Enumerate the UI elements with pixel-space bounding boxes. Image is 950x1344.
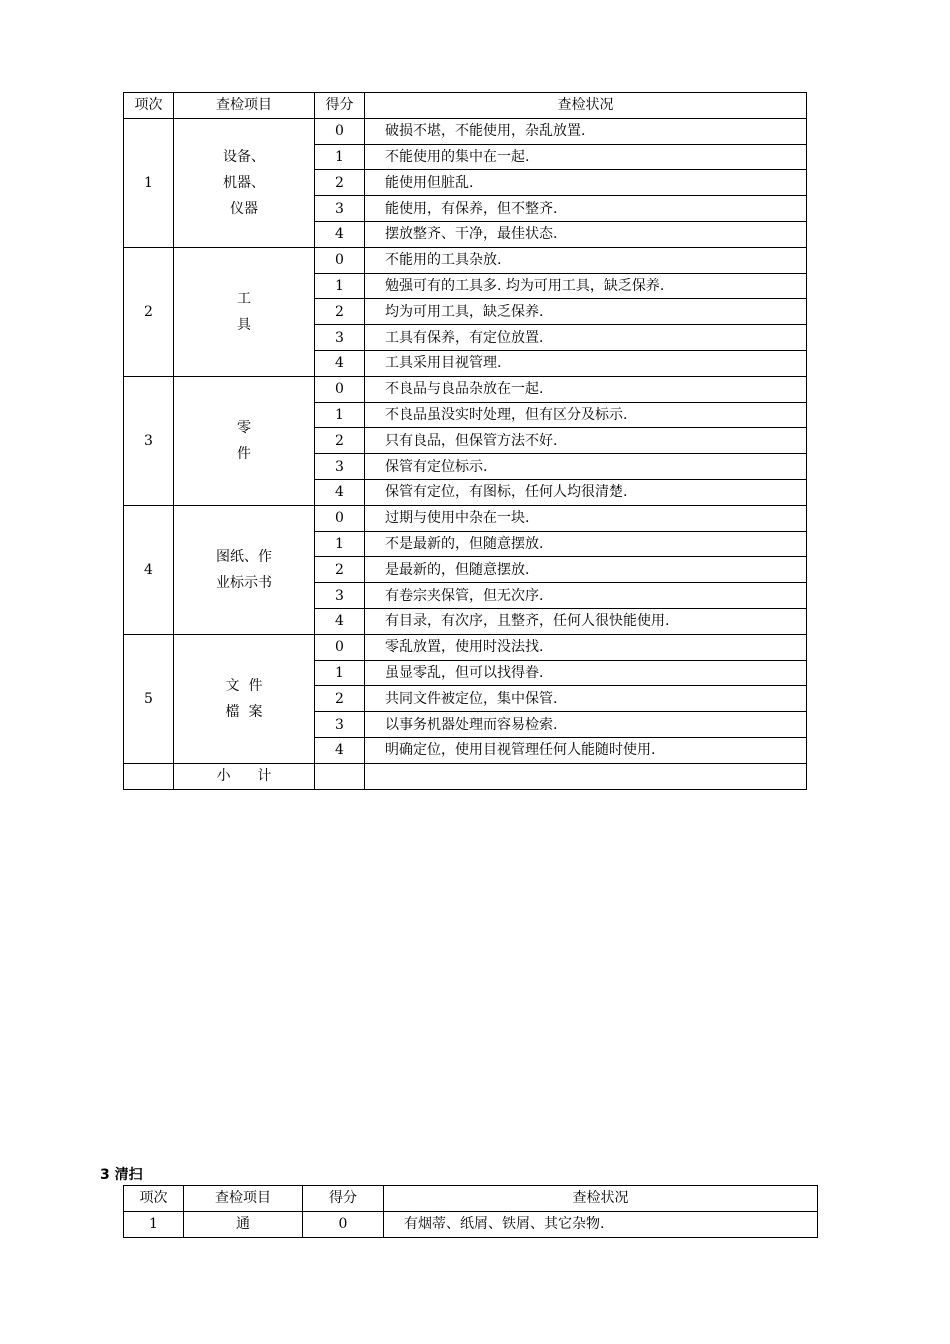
inspection-item: 通 (184, 1211, 303, 1237)
score-cell: 3 (315, 712, 365, 738)
inspection-item-line: 工 (237, 290, 251, 307)
score-cell: 1 (315, 144, 365, 170)
column-header: 得分 (303, 1186, 384, 1212)
status-cell: 能使用，有保养，但不整齐. (365, 196, 807, 222)
column-header: 查检状况 (365, 93, 807, 119)
table-row (124, 634, 807, 660)
status-cell: 能使用但脏乱. (365, 170, 807, 196)
header-row (124, 93, 807, 119)
item-number: 2 (124, 247, 174, 376)
inspection-item-line: 件 (237, 445, 251, 462)
score-cell: 1 (315, 531, 365, 557)
status-cell: 有卷宗夹保管，但无次序. (365, 583, 807, 609)
header-row (124, 1186, 818, 1212)
inspection-item (174, 247, 315, 376)
inspection-item (174, 118, 315, 247)
score-cell: 4 (315, 737, 365, 763)
status-cell: 不是最新的，但随意摆放. (365, 531, 807, 557)
column-header: 项次 (124, 93, 174, 119)
score-cell: 1 (315, 273, 365, 299)
status-cell: 摆放整齐、干净，最佳状态. (365, 221, 807, 247)
column-header: 得分 (315, 93, 365, 119)
inspection-item (174, 505, 315, 634)
inspection-item-line: 设备、 (223, 148, 265, 165)
status-cell: 虽显零乱，但可以找得眷. (365, 660, 807, 686)
item-number: 1 (124, 1211, 184, 1237)
subtotal-status (365, 763, 807, 789)
inspection-item-line: 文 件 (225, 677, 263, 694)
inspection-item-line: 图纸、作 (216, 548, 272, 565)
status-cell: 共同文件被定位，集中保管. (365, 686, 807, 712)
score-cell: 2 (315, 428, 365, 454)
score-cell: 0 (315, 118, 365, 144)
item-number: 5 (124, 634, 174, 763)
status-cell: 零乱放置，使用时没法找. (365, 634, 807, 660)
status-cell: 勉强可有的工具多. 均为可用工具，缺乏保养. (365, 273, 807, 299)
table-row (124, 247, 807, 273)
table-row (124, 505, 807, 531)
item-number: 1 (124, 118, 174, 247)
inspection-item-line: 零 (237, 419, 251, 436)
item-number: 3 (124, 376, 174, 505)
score-cell: 0 (315, 634, 365, 660)
status-cell: 破损不堪，不能使用，杂乱放置. (365, 118, 807, 144)
inspection-table-1 (123, 92, 807, 790)
score-cell: 1 (315, 402, 365, 428)
subtotal-score (315, 763, 365, 789)
score-cell: 4 (315, 608, 365, 634)
status-cell: 有目录，有次序，且整齐，任何人很快能使用. (365, 608, 807, 634)
status-cell: 是最新的，但随意摆放. (365, 557, 807, 583)
status-cell: 明确定位，使用目视管理任何人能随时使用. (365, 737, 807, 763)
status-cell: 均为可用工具，缺乏保养. (365, 299, 807, 325)
score-cell: 2 (315, 170, 365, 196)
score-cell: 0 (303, 1211, 384, 1237)
score-cell: 4 (315, 350, 365, 376)
subtotal-row (124, 763, 807, 789)
status-cell: 工具采用目视管理. (365, 350, 807, 376)
score-cell: 1 (315, 660, 365, 686)
status-cell: 保管有定位标示. (365, 454, 807, 480)
status-cell: 以事务机器处理而容易检索. (365, 712, 807, 738)
status-cell: 不能使用的集中在一起. (365, 144, 807, 170)
status-cell: 不良品虽没实时处理，但有区分及标示. (365, 402, 807, 428)
score-cell: 0 (315, 505, 365, 531)
score-cell: 2 (315, 299, 365, 325)
inspection-item-line: 仪器 (230, 200, 258, 217)
item-number: 4 (124, 505, 174, 634)
score-cell: 0 (315, 376, 365, 402)
status-cell: 保管有定位，有图标，任何人均很清楚. (365, 479, 807, 505)
score-cell: 3 (315, 583, 365, 609)
score-cell: 3 (315, 196, 365, 222)
table-row (124, 118, 807, 144)
inspection-item-line: 机器、 (223, 174, 265, 191)
inspection-item-line: 檔 案 (225, 703, 263, 720)
subtotal-label: 小 计 (174, 763, 315, 789)
status-cell: 不良品与良品杂放在一起. (365, 376, 807, 402)
column-header: 项次 (124, 1186, 184, 1212)
column-header: 查检项目 (184, 1186, 303, 1212)
table-row (124, 1211, 818, 1237)
score-cell: 4 (315, 479, 365, 505)
score-cell: 4 (315, 221, 365, 247)
status-cell: 有烟蒂、纸屑、铁屑、其它杂物. (384, 1211, 818, 1237)
score-cell: 2 (315, 557, 365, 583)
inspection-item (174, 634, 315, 763)
status-cell: 不能用的工具杂放. (365, 247, 807, 273)
inspection-item-line: 具 (237, 316, 251, 333)
score-cell: 3 (315, 325, 365, 351)
status-cell: 工具有保养，有定位放置. (365, 325, 807, 351)
inspection-item (174, 376, 315, 505)
score-cell: 2 (315, 686, 365, 712)
score-cell: 0 (315, 247, 365, 273)
column-header: 查检状况 (384, 1186, 818, 1212)
status-cell: 只有良品，但保管方法不好. (365, 428, 807, 454)
column-header: 查检项目 (174, 93, 315, 119)
inspection-table-2 (123, 1185, 818, 1238)
subtotal-empty-cell (124, 763, 174, 789)
section-title: 3 清扫 (100, 1167, 143, 1183)
score-cell: 3 (315, 454, 365, 480)
table-row (124, 376, 807, 402)
inspection-item-line: 业标示书 (216, 574, 272, 591)
status-cell: 过期与使用中杂在一块. (365, 505, 807, 531)
